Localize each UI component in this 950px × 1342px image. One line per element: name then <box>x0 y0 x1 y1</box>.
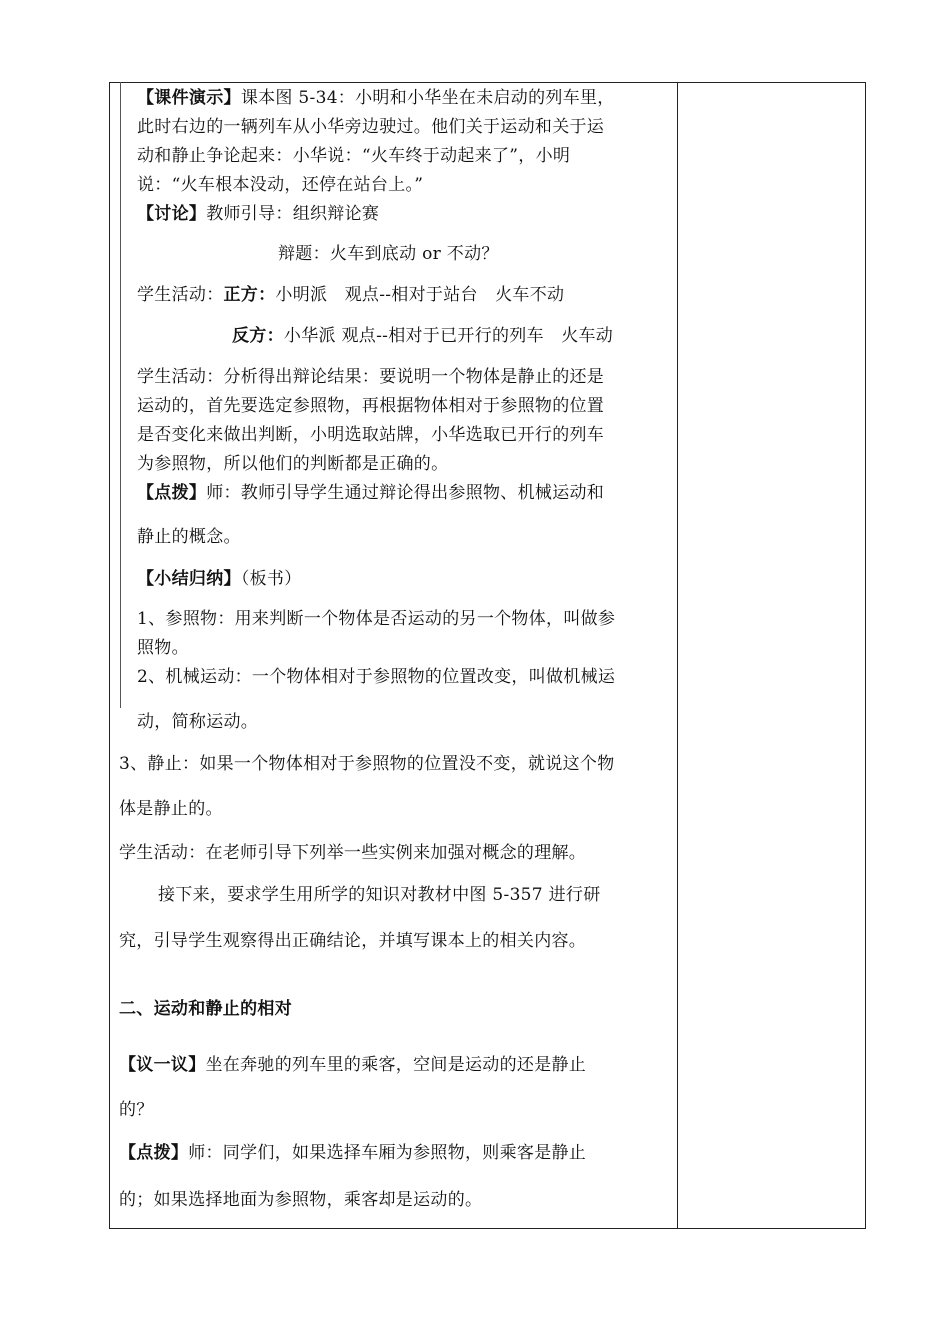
line-negative: 反方：小华派 观点--相对于已开行的列车 火车动 <box>232 326 614 346</box>
line-tip: 【点拨】师：教师引导学生通过辩论得出参照物、机械运动和 <box>137 483 605 503</box>
text-line: 静止的概念。 <box>137 527 241 547</box>
text-line: 照物。 <box>137 638 189 658</box>
heading-tip: 【点拨】 <box>137 483 207 503</box>
text-line: 学生活动：分析得出辩论结果：要说明一个物体是静止的还是 <box>137 367 605 387</box>
text-line: 动和静止争论起来：小华说：“火车终于动起来了”，小明 <box>137 146 571 166</box>
label-affirmative: 正方： <box>223 285 276 305</box>
line-discussion: 【讨论】教师引导：组织辩论赛 <box>137 204 380 224</box>
text-line: 学生活动：在老师引导下列举一些实例来加强对概念的理解。 <box>119 843 587 863</box>
text-line: 接下来，要求学生用所学的知识对教材中图 5-357 进行研 <box>158 885 601 905</box>
text-line: 的？ <box>119 1100 154 1120</box>
line-summary: 【小结归纳】（板书） <box>137 569 302 589</box>
heading-courseware-demo: 【课件演示】 <box>137 88 241 108</box>
line-tip-2: 【点拨】师：同学们，如果选择车厢为参照物，则乘客是静止 <box>119 1143 587 1163</box>
text-line: 说：“火车根本没动，还停在站台上。” <box>137 175 424 195</box>
text-line: 动，简称运动。 <box>137 712 259 732</box>
line-affirmative: 学生活动：正方：小明派 观点--相对于站台 火车不动 <box>137 285 565 305</box>
section-heading: 二、运动和静止的相对 <box>119 999 292 1019</box>
heading-discussion: 【讨论】 <box>137 204 207 224</box>
line-courseware-demo: 【课件演示】课本图 5-34：小明和小华坐在未启动的列车里， <box>137 88 615 108</box>
heading-tip-2: 【点拨】 <box>119 1143 189 1163</box>
inner-margin-line <box>120 82 121 708</box>
definition-mechanical-motion: 2、机械运动：一个物体相对于参照物的位置改变，叫做机械运 <box>137 667 616 687</box>
text-line: 运动的，首先要选定参照物，再根据物体相对于参照物的位置 <box>137 396 605 416</box>
text-line: 此时右边的一辆列车从小华旁边驶过。他们关于运动和关于运 <box>137 117 605 137</box>
text-line: 是否变化来做出判断，小明选取站牌，小华选取已开行的列车 <box>137 425 605 445</box>
text-line: 究，引导学生观察得出正确结论，并填写课本上的相关内容。 <box>119 931 587 951</box>
label-negative: 反方： <box>232 326 284 346</box>
text-line: 为参照物，所以他们的判断都是正确的。 <box>137 454 449 474</box>
line-discuss: 【议一议】坐在奔驰的列车里的乘客，空间是运动的还是静止 <box>119 1055 587 1075</box>
definition-rest: 3、静止：如果一个物体相对于参照物的位置没不变，就说这个物 <box>119 754 615 774</box>
heading-discuss: 【议一议】 <box>119 1055 206 1075</box>
debate-topic: 辩题：火车到底动 or 不动？ <box>278 244 499 264</box>
definition-reference: 1、参照物：用来判断一个物体是否运动的另一个物体，叫做参 <box>137 609 616 629</box>
column-divider <box>677 82 678 1229</box>
text-line: 体是静止的。 <box>119 799 223 819</box>
heading-summary: 【小结归纳】 <box>137 569 241 589</box>
text-line: 的；如果选择地面为参照物，乘客却是运动的。 <box>119 1190 483 1210</box>
